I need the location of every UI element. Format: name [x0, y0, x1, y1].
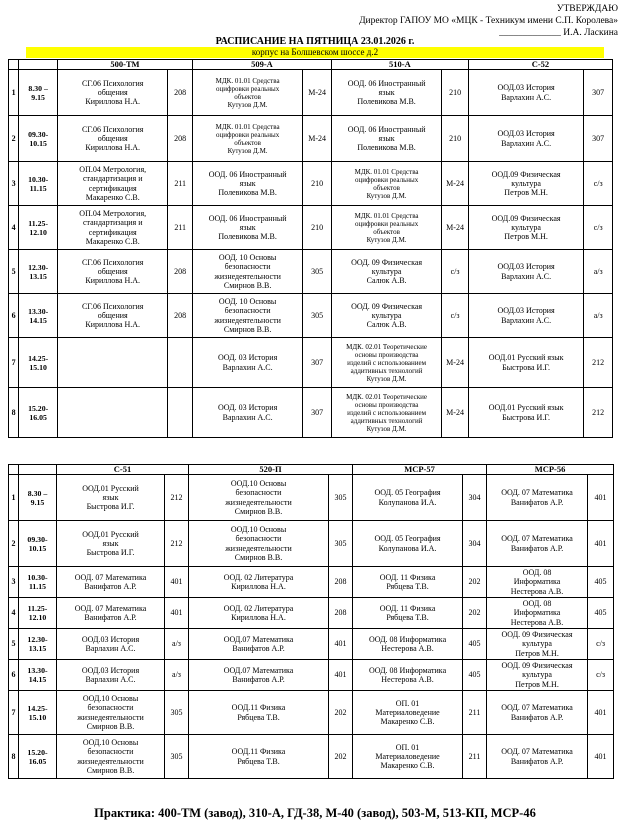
table-row — [9, 294, 613, 338]
subject-cell: ООД. 06 Иностранный язык Полевикова М.В. — [331, 70, 441, 116]
room-cell: 202 — [329, 735, 353, 779]
subject-cell: ООД. 02 Литература Кириллова Н.А. — [189, 598, 329, 629]
room-cell: 208 — [329, 567, 353, 598]
room-cell: 401 — [165, 598, 189, 629]
room-cell: М-24 — [303, 116, 332, 162]
lesson-number: 3 — [9, 162, 19, 206]
schedule-table-1 — [8, 59, 613, 438]
subject-cell: ООД. 08 Информатика Нестерова А.В. — [487, 598, 588, 629]
subject-cell: ООД. 03 История Варлахин А.С. — [192, 338, 302, 388]
room-cell: 401 — [329, 629, 353, 660]
subject-cell: ООД. 06 Иностранный язык Полевикова М.В. — [192, 162, 302, 206]
room-cell: 202 — [329, 691, 353, 735]
table-row — [9, 70, 613, 116]
subject-cell: ООД.01 Русский язык Быстрова И.Г. — [468, 388, 583, 438]
group-header: 509-А — [192, 60, 331, 70]
table-row — [9, 567, 614, 598]
lesson-time: 10.30- 11.15 — [19, 567, 57, 598]
table-row — [9, 598, 614, 629]
lesson-number: 6 — [9, 294, 19, 338]
subject-cell: ООД.03 История Варлахин А.С. — [57, 629, 165, 660]
lesson-time: 14.25- 15.10 — [19, 338, 58, 388]
group-header: МСР-57 — [353, 465, 487, 475]
room-cell — [168, 388, 193, 438]
room-cell: 401 — [588, 691, 614, 735]
lesson-number: 1 — [9, 70, 19, 116]
room-cell: 210 — [303, 206, 332, 250]
lesson-time: 15.20- 16.05 — [19, 735, 57, 779]
lesson-number: 1 — [9, 475, 19, 521]
subject-cell: ООД. 11 Физика Рябцева Т.В. — [353, 567, 463, 598]
subject-cell: ООД. 07 Математика Ванифатов А.Р. — [487, 691, 588, 735]
lesson-number: 2 — [9, 116, 19, 162]
room-cell: М-24 — [442, 206, 469, 250]
subject-cell: МДК. 02.01 Теоретические основы производства изделий с использованием аддитивных технологий Кутузов Д.М. — [331, 338, 441, 388]
subject-cell: ООД. 06 Иностранный язык Полевикова М.В. — [192, 206, 302, 250]
group-header: 520-П — [189, 465, 353, 475]
room-cell: с/з — [584, 162, 613, 206]
room-cell: 405 — [588, 598, 614, 629]
subject-cell: ООД. 09 Физическая культура Петров М.Н. — [487, 629, 588, 660]
subject-cell: ООД.07 Математика Ванифатов А.Р. — [189, 660, 329, 691]
subject-cell: ООД. 05 География Колупанова И.А. — [353, 521, 463, 567]
room-cell: 305 — [165, 735, 189, 779]
subject-cell: ООД.07 Математика Ванифатов А.Р. — [189, 629, 329, 660]
room-cell: 305 — [303, 294, 332, 338]
practice-footer: Практика: 400-ТМ (завод), 310-А, ГД-38, М-40 (завод), 503-М, 513-КП, МСР-46 — [94, 806, 536, 820]
table-header-row — [9, 465, 614, 475]
table-row — [9, 475, 614, 521]
lesson-time: 12.30- 13.15 — [19, 250, 58, 294]
lesson-time: 8.30 – 9.15 — [19, 70, 58, 116]
lesson-time: 13.30- 14.15 — [19, 660, 57, 691]
subject-cell: ООД. 07 Математика Ванифатов А.Р. — [487, 735, 588, 779]
group-header: 500-ТМ — [58, 60, 193, 70]
subject-cell: ООД.01 Русский язык Быстрова И.Г. — [468, 338, 583, 388]
subject-cell: ООД.01 Русский язык Быстрова И.Г. — [57, 521, 165, 567]
lesson-number: 4 — [9, 598, 19, 629]
table-row — [9, 206, 613, 250]
subject-cell: МДК. 01.01 Средства оцифровки реальных объектов Кутузов Д.М. — [331, 206, 441, 250]
subject-cell: ОП.04 Метрология, стандартизация и сертификация Макаренко С.В. — [58, 206, 168, 250]
room-cell: 212 — [584, 338, 613, 388]
subject-cell: СГ.06 Психология общения Кириллова Н.А. — [58, 116, 168, 162]
room-cell: 405 — [463, 660, 487, 691]
subject-cell: ООД.10 Основы безопасности жизнедеятельности Смирнов В.В. — [57, 691, 165, 735]
subject-cell: ООД.11 Физика Рябцева Т.В. — [189, 735, 329, 779]
subject-cell: ООД.03 История Варлахин А.С. — [468, 70, 583, 116]
table-row — [9, 162, 613, 206]
subject-cell: ООД. 07 Математика Ванифатов А.Р. — [57, 567, 165, 598]
subject-cell: ООД. 09 Физическая культура Салюк А.В. — [331, 250, 441, 294]
lesson-number: 6 — [9, 660, 19, 691]
room-cell: 305 — [303, 250, 332, 294]
room-cell: 202 — [463, 598, 487, 629]
room-cell: с/з — [588, 660, 614, 691]
room-cell: а/з — [584, 294, 613, 338]
table-row — [9, 521, 614, 567]
lesson-number: 5 — [9, 629, 19, 660]
room-cell: 304 — [463, 475, 487, 521]
room-cell: а/з — [584, 250, 613, 294]
room-cell: 212 — [584, 388, 613, 438]
subject-cell: ООД. 07 Математика Ванифатов А.Р. — [487, 475, 588, 521]
approval-block — [359, 3, 618, 39]
room-cell: 210 — [442, 70, 469, 116]
lesson-time: 09.30- 10.15 — [19, 521, 57, 567]
director-label: Директор ГАПОУ МО «МЦК - Техникум имени С.П. Королева» — [359, 16, 618, 26]
room-cell: 208 — [168, 250, 193, 294]
lesson-number: 2 — [9, 521, 19, 567]
subject-cell: ОП.04 Метрология, стандартизация и сертификация Макаренко С.В. — [58, 162, 168, 206]
lesson-time: 13.30- 14.15 — [19, 294, 58, 338]
room-cell: с/з — [442, 250, 469, 294]
subject-cell: ООД. 09 Физическая культура Петров М.Н. — [487, 660, 588, 691]
subject-cell: СГ.06 Психология общения Кириллова Н.А. — [58, 294, 168, 338]
lesson-number: 7 — [9, 691, 19, 735]
room-cell: 210 — [303, 162, 332, 206]
room-cell: 305 — [329, 521, 353, 567]
subject-cell: ООД.11 Физика Рябцева Т.В. — [189, 691, 329, 735]
room-cell: М-24 — [442, 388, 469, 438]
lesson-number: 3 — [9, 567, 19, 598]
table-row — [9, 338, 613, 388]
lesson-time: 11.25- 12.10 — [19, 598, 57, 629]
lesson-time: 15.20- 16.05 — [19, 388, 58, 438]
room-cell: с/з — [442, 294, 469, 338]
room-cell: 212 — [165, 521, 189, 567]
room-cell: 208 — [168, 294, 193, 338]
table-row — [9, 116, 613, 162]
room-cell: 211 — [463, 735, 487, 779]
subject-cell: ООД. 10 Основы безопасности жизнедеятельности Смирнов В.В. — [192, 250, 302, 294]
room-cell: 401 — [588, 521, 614, 567]
room-cell: М-24 — [442, 338, 469, 388]
room-cell: 401 — [165, 567, 189, 598]
subject-cell: ООД.01 Русский язык Быстрова И.Г. — [57, 475, 165, 521]
room-cell: 307 — [584, 116, 613, 162]
subject-cell: МДК. 02.01 Теоретические основы производства изделий с использованием аддитивных технологий Кутузов Д.М. — [331, 388, 441, 438]
table-row — [9, 735, 614, 779]
room-cell: 211 — [463, 691, 487, 735]
room-cell: М-24 — [303, 70, 332, 116]
lesson-time: 09.30- 10.15 — [19, 116, 58, 162]
subject-cell — [58, 338, 168, 388]
room-cell: 305 — [329, 475, 353, 521]
schedule-table-2 — [8, 464, 614, 779]
subject-cell: ООД. 08 Информатика Нестерова А.В. — [487, 567, 588, 598]
room-cell: 401 — [588, 735, 614, 779]
subject-cell: ООД.03 История Варлахин А.С. — [468, 250, 583, 294]
table-row — [9, 629, 614, 660]
room-cell: 305 — [165, 691, 189, 735]
subject-cell: ООД. 09 Физическая культура Салюк А.В. — [331, 294, 441, 338]
lesson-number: 7 — [9, 338, 19, 388]
table-row — [9, 660, 614, 691]
subject-cell: ООД. 05 География Колупанова И.А. — [353, 475, 463, 521]
room-cell: 211 — [168, 162, 193, 206]
group-header: С-52 — [468, 60, 612, 70]
room-cell: 401 — [588, 475, 614, 521]
subject-cell: ООД.09 Физическая культура Петров М.Н. — [468, 162, 583, 206]
corpus-banner: корпус на Болшевском шоссе д.2 — [26, 47, 604, 58]
subject-cell: ООД.03 История Варлахин А.С. — [468, 116, 583, 162]
room-cell: 208 — [168, 70, 193, 116]
room-cell: 208 — [329, 598, 353, 629]
subject-cell: ООД. 07 Математика Ванифатов А.Р. — [487, 521, 588, 567]
subject-cell: ООД. 10 Основы безопасности жизнедеятельности Смирнов В.В. — [192, 294, 302, 338]
table-header-row — [9, 60, 613, 70]
subject-cell: МДК. 01.01 Средства оцифровки реальных объектов Кутузов Д.М. — [192, 116, 302, 162]
room-cell: М-24 — [442, 162, 469, 206]
subject-cell: ООД.03 История Варлахин А.С. — [57, 660, 165, 691]
subject-cell: МДК. 01.01 Средства оцифровки реальных объектов Кутузов Д.М. — [331, 162, 441, 206]
table-row — [9, 250, 613, 294]
subject-cell: ОП. 01 Материаловедение Макаренко С.В. — [353, 735, 463, 779]
group-header: 510-А — [331, 60, 468, 70]
subject-cell: ООД.03 История Варлахин А.С. — [468, 294, 583, 338]
subject-cell: ООД.10 Основы безопасности жизнедеятельности Смирнов В.В. — [189, 475, 329, 521]
approve-label: УТВЕРЖДАЮ — [556, 4, 618, 14]
subject-cell: ООД. 03 История Варлахин А.С. — [192, 388, 302, 438]
lesson-number: 5 — [9, 250, 19, 294]
lesson-number: 4 — [9, 206, 19, 250]
subject-cell: СГ.06 Психология общения Кириллова Н.А. — [58, 70, 168, 116]
table-row — [9, 388, 613, 438]
lesson-number: 8 — [9, 735, 19, 779]
room-cell: 405 — [463, 629, 487, 660]
lesson-time: 12.30- 13.15 — [19, 629, 57, 660]
room-cell: 210 — [442, 116, 469, 162]
room-cell: а/з — [165, 629, 189, 660]
table-row — [9, 691, 614, 735]
room-cell: 405 — [588, 567, 614, 598]
room-cell: с/з — [588, 629, 614, 660]
room-cell: 401 — [329, 660, 353, 691]
group-header: С-51 — [57, 465, 189, 475]
room-cell: 212 — [165, 475, 189, 521]
subject-cell: ООД. 06 Иностранный язык Полевикова М.В. — [331, 116, 441, 162]
subject-cell: ООД. 08 Информатика Нестерова А.В. — [353, 660, 463, 691]
room-cell: 307 — [303, 338, 332, 388]
subject-cell — [58, 388, 168, 438]
room-cell: 307 — [584, 70, 613, 116]
room-cell: с/з — [584, 206, 613, 250]
subject-cell: ООД. 07 Математика Ванифатов А.Р. — [57, 598, 165, 629]
group-header: МСР-56 — [487, 465, 614, 475]
subject-cell: ОП. 01 Материаловедение Макаренко С.В. — [353, 691, 463, 735]
subject-cell: СГ.06 Психология общения Кириллова Н.А. — [58, 250, 168, 294]
room-cell — [168, 338, 193, 388]
lesson-time: 8.30 – 9.15 — [19, 475, 57, 521]
room-cell: 208 — [168, 116, 193, 162]
subject-cell: ООД. 11 Физика Рябцева Т.В. — [353, 598, 463, 629]
lesson-number: 8 — [9, 388, 19, 438]
lesson-time: 10.30- 11.15 — [19, 162, 58, 206]
subject-cell: ООД.10 Основы безопасности жизнедеятельности Смирнов В.В. — [57, 735, 165, 779]
subject-cell: ООД. 02 Литература Кириллова Н.А. — [189, 567, 329, 598]
room-cell: 307 — [303, 388, 332, 438]
subject-cell: ООД. 08 Информатика Нестерова А.В. — [353, 629, 463, 660]
subject-cell: ООД.09 Физическая культура Петров М.Н. — [468, 206, 583, 250]
subject-cell: МДК. 01.01 Средства оцифровки реальных объектов Кутузов Д.М. — [192, 70, 302, 116]
schedule-title: РАСПИСАНИЕ НА ПЯТНИЦА 23.01.2026 г. — [215, 36, 415, 47]
room-cell: 211 — [168, 206, 193, 250]
subject-cell: ООД.10 Основы безопасности жизнедеятельности Смирнов В.В. — [189, 521, 329, 567]
signature-line: _____________ И.А. Ласкина — [499, 28, 618, 38]
room-cell: 304 — [463, 521, 487, 567]
room-cell: а/з — [165, 660, 189, 691]
lesson-time: 14.25- 15.10 — [19, 691, 57, 735]
room-cell: 202 — [463, 567, 487, 598]
lesson-time: 11.25- 12.10 — [19, 206, 58, 250]
